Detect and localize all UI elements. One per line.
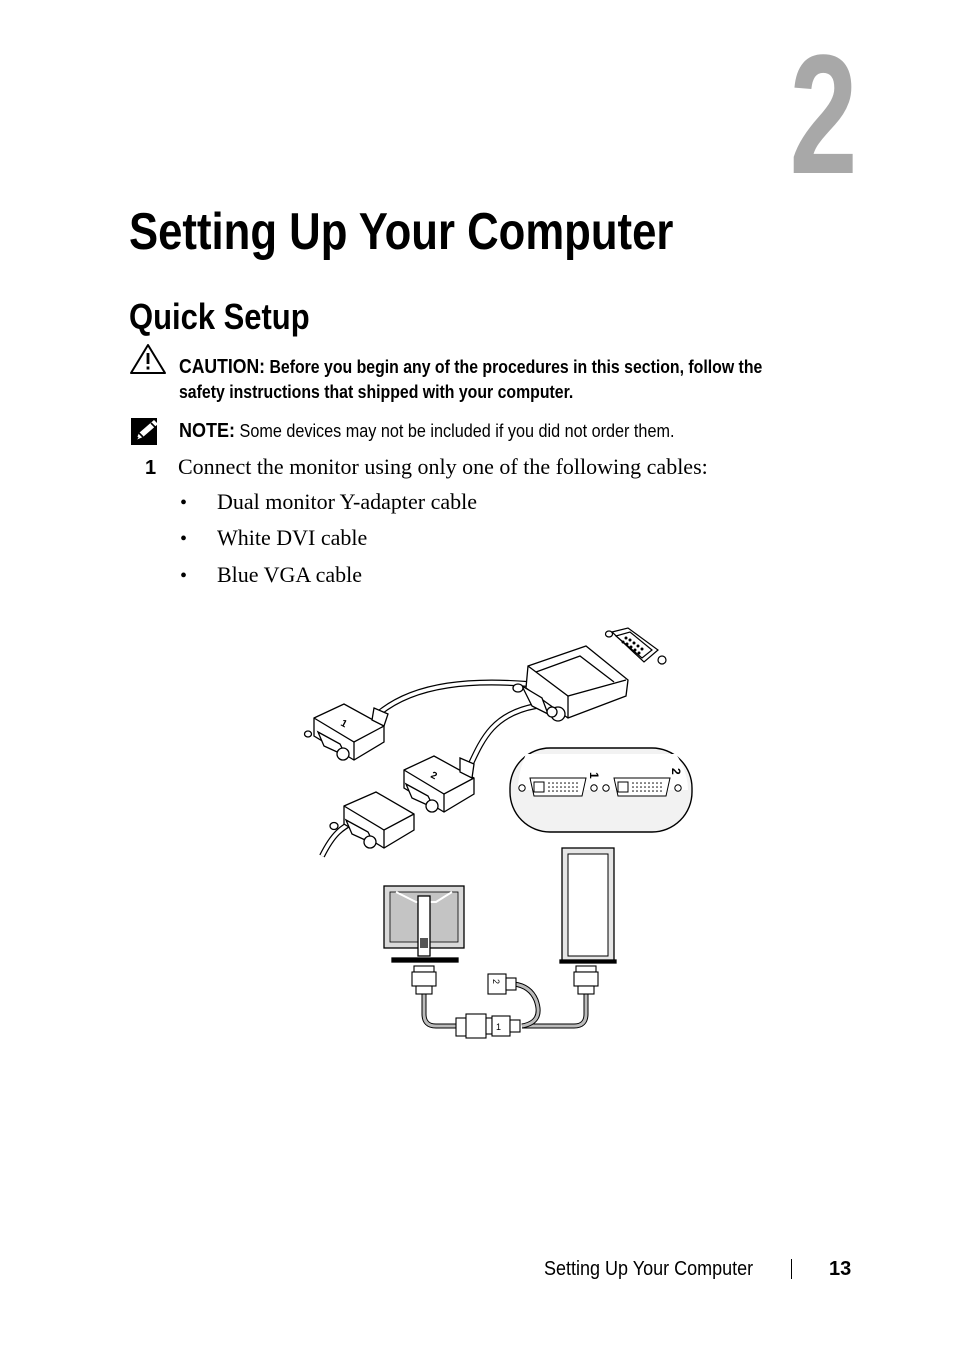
caution-line-1: Before you begin any of the procedures in this section, follow the [269,357,763,377]
bullet-item: Blue VGA cable [217,562,363,587]
tower-computer-illustration [560,848,616,963]
dvi-ports-closeup [510,748,692,832]
bullet-marker: • [180,492,188,514]
port-2-label: 2 [669,768,683,775]
connector-1 [305,704,389,760]
note-body: Some devices may not be included if you did not order them. [239,421,675,441]
bullet-item: White DVI cable [217,525,368,550]
bullet-marker: • [180,565,188,587]
connector-2 [404,756,474,812]
bullet-marker: • [180,528,188,550]
footer-divider [791,1259,792,1279]
chapter-title: Setting Up Your Computer [129,203,674,261]
step-text: Connect the monitor using only one of the following cables: [178,454,708,479]
section-title: Quick Setup [129,296,310,337]
footer-title: Setting Up Your Computer [544,1258,754,1280]
caution-line-2: safety instructions that shipped with your computer. [179,382,574,402]
caution-label: CAUTION: [179,356,266,378]
monitor-illustration [384,886,464,962]
note-label: NOTE: [179,420,235,442]
chapter-number: 2 [789,20,858,210]
connector-2-label: 2 [428,769,439,783]
monitor-end-connector [330,792,414,848]
caution-icon [129,343,167,375]
page-number: 13 [829,1258,852,1280]
port-1-label: 1 [587,772,601,779]
caution-text [179,355,762,379]
connector-1-label: 1 [338,717,349,731]
adapter-2-label: 2 [491,979,501,985]
note-text [179,419,674,443]
adapter-1-label: 1 [496,1022,502,1032]
note-pencil-icon [130,417,162,447]
step-number: 1 [145,457,157,479]
bullet-item: Dual monitor Y-adapter cable [217,489,478,514]
dvi-small-connector [606,628,667,664]
cable-setup-illustration [296,622,700,1046]
